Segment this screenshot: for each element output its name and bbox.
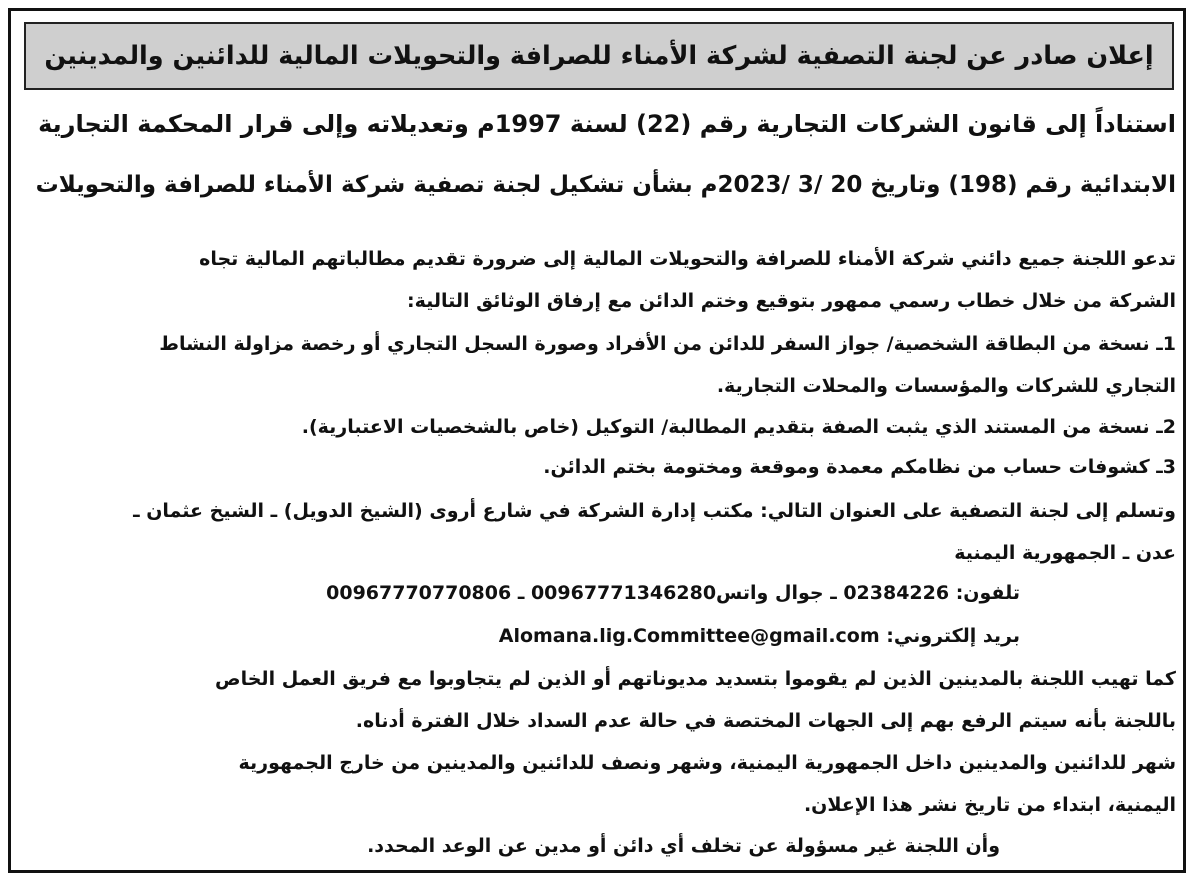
email-address: Alomana.lig.Committee@gmail.com bbox=[498, 625, 880, 647]
address-line-1: وتسلم إلى لجنة التصفية على العنوان التالي: مكتب إدارة الشركة في شارع أروى (الشيخ الدويل) ـ الشيخ عثمان ـ bbox=[133, 500, 1176, 522]
debtors-line-2: باللجنة بأنه سيتم الرفع بهم إلى الجهات المختصة في حالة عدم السداد خلال الفترة أدناه. bbox=[355, 710, 1176, 732]
document-item-2: 2ـ نسخة من المستند الذي يثبت الصفة بتقديم المطالبة/ التوكيل (خاص بالشخصيات الاعتبارية). bbox=[301, 416, 1176, 438]
invitation-line-2: الشركة من خلال خطاب رسمي ممهور بتوقيع وختم الدائن مع إرفاق الوثائق التالية: bbox=[406, 290, 1176, 312]
address-line-2: عدن ـ الجمهورية اليمنية bbox=[954, 542, 1176, 564]
invitation-line-1: تدعو اللجنة جميع دائني شركة الأمناء للصرافة والتحويلات المالية إلى ضرورة تقديم مطالباتهم المالية تجاه bbox=[199, 248, 1176, 270]
document-item-1-cont: التجاري للشركات والمؤسسات والمحلات التجارية. bbox=[716, 375, 1176, 397]
period-line-2: اليمنية، ابتداء من تاريخ نشر هذا الإعلان. bbox=[803, 794, 1176, 816]
title-bar bbox=[24, 22, 1174, 90]
disclaimer-line: وأن اللجنة غير مسؤولة عن تخلف أي دائن أو مدين عن الوعد المحدد. bbox=[367, 835, 1000, 857]
phone-line: تلفون: 02384226 ـ جوال واتس00967771346280 ـ 00967770770806 bbox=[326, 582, 1020, 604]
document-item-3: 3ـ كشوفات حساب من نظامكم معمدة وموقعة ومختومة بختم الدائن. bbox=[543, 456, 1176, 478]
document-item-1: 1ـ نسخة من البطاقة الشخصية/ جواز السفر للدائن من الأفراد وصورة السجل التجاري أو رخصة مزاولة النشاط bbox=[159, 333, 1176, 355]
period-line-1: شهر للدائنين والمدينين داخل الجمهورية اليمنية، وشهر ونصف للدائنين والمدينين من خارج الجمهورية bbox=[238, 752, 1176, 774]
email-label: بريد إلكتروني: bbox=[886, 625, 1020, 647]
debtors-line-1: كما تهيب اللجنة بالمدينين الذين لم يقوموا بتسديد مديوناتهم أو الذين لم يتجاوبوا مع فريق العمل الخاص bbox=[215, 668, 1176, 690]
notice-title: إعلان صادر عن لجنة التصفية لشركة الأمناء للصرافة والتحويلات المالية للدائنين والمدينين bbox=[44, 41, 1154, 71]
email-line bbox=[499, 625, 1020, 647]
preamble-line-1: استناداً إلى قانون الشركات التجارية رقم (22) لسنة 1997م وتعديلاته وإلى قرار المحكمة التجارية bbox=[38, 110, 1176, 138]
preamble-line-2: الابتدائية رقم (198) وتاريخ 20 /3 /2023م بشأن تشكيل لجنة تصفية شركة الأمناء للصرافة والتحويلات bbox=[35, 172, 1176, 198]
